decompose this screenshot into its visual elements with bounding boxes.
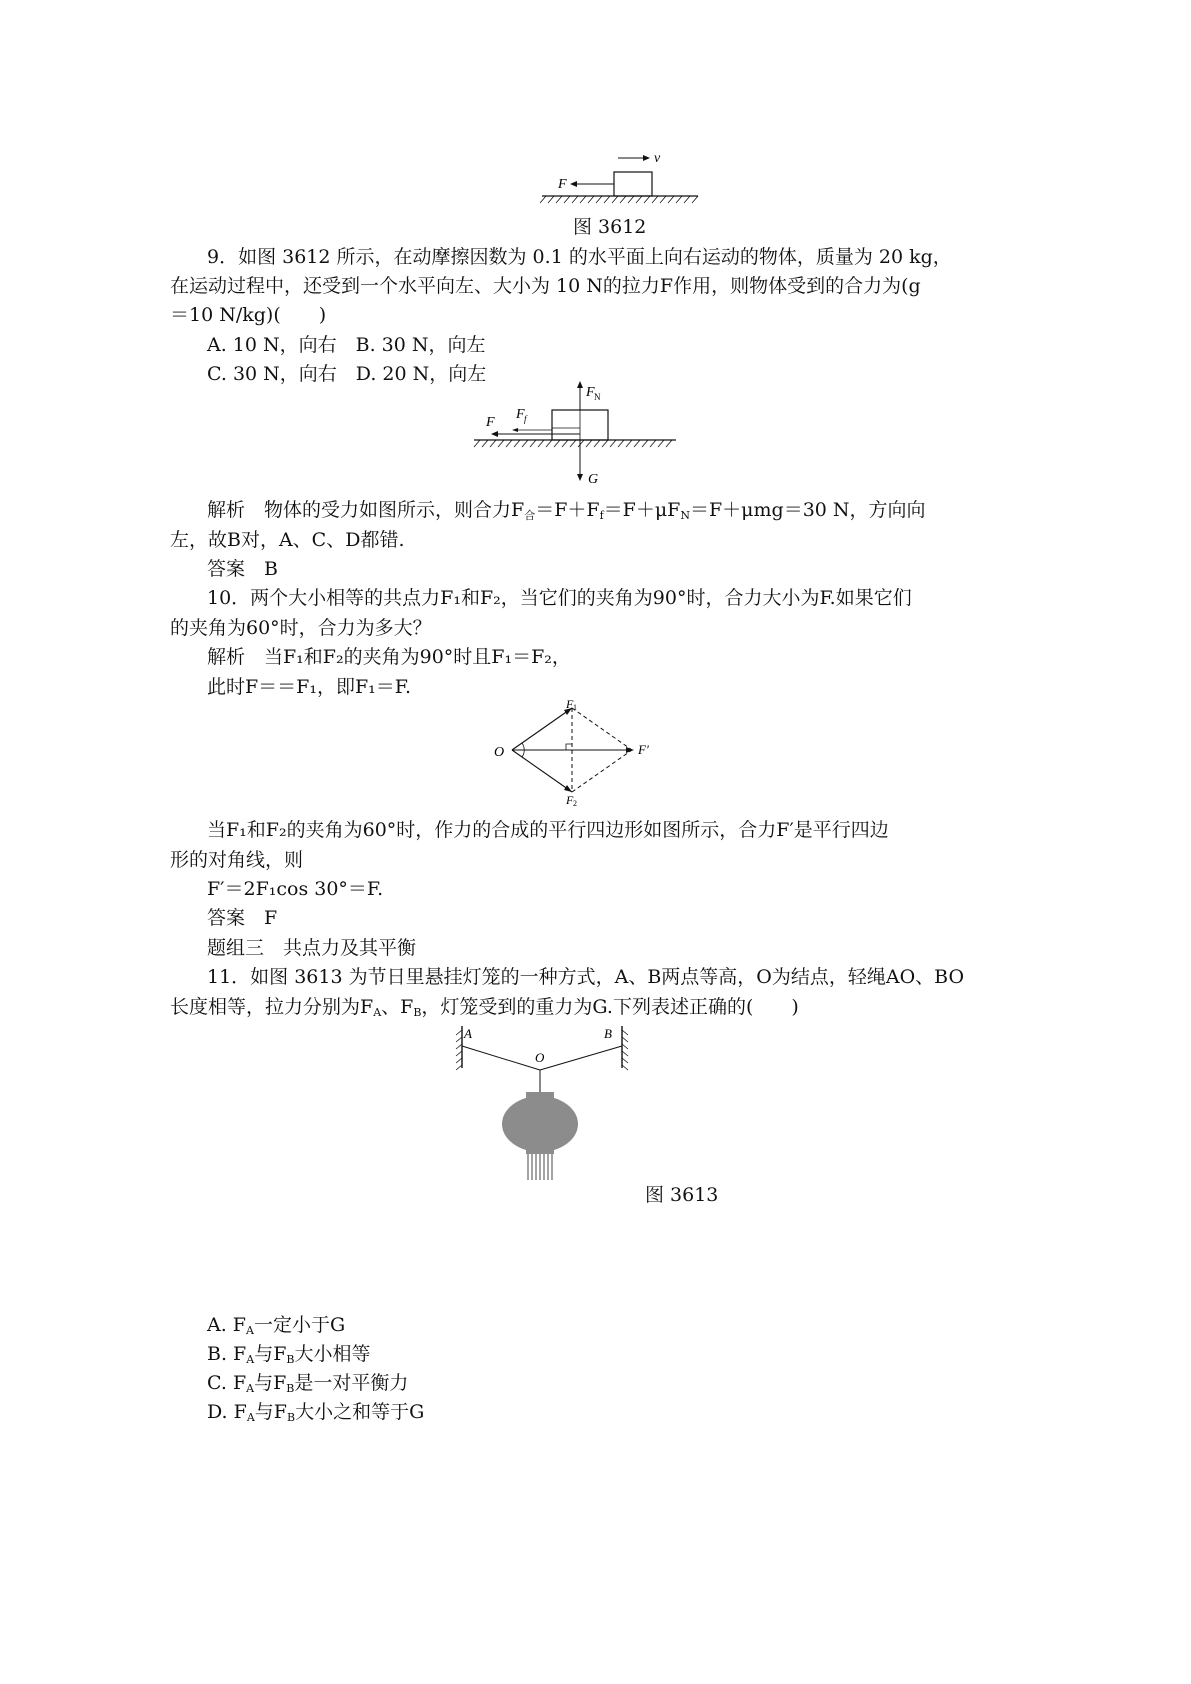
figure-3613-caption: 图 3613: [645, 1184, 719, 1206]
lantern-diagram: [452, 1022, 642, 1194]
f1-label: F: [566, 698, 574, 711]
normal-force-subscript: N: [594, 392, 601, 402]
lantern-body: [502, 1096, 578, 1152]
sol9-line-1: 解析 物体的受力如图所示，则合力$F_合=F+F_f=F+\mu F_N=F+\mu mg=30$ N，方向向: [207, 499, 926, 522]
figure-3612-diagram: [540, 148, 700, 208]
sol9-line-2: 左，故B对，A、C、D都错.: [170, 529, 405, 551]
force-f-label: F: [558, 177, 567, 192]
resultant-label: F′: [638, 742, 649, 757]
q10-solution-line-1: 解析 当F₁和F₂的夹角为90°时且F₁＝F₂，: [207, 646, 571, 668]
velocity-label: v: [654, 151, 661, 166]
q10-solution-line-2: 此时F＝＝F₁，即F₁＝F.: [207, 676, 412, 698]
q10-solution-line-3: 当F₁和F₂的夹角为60°时，作力的合成的平行四边形如图所示，合力F′是平行四边: [207, 819, 889, 841]
q9-options-cd: C. 30 N，向右 D. 20 N，向左: [207, 363, 487, 385]
f2-label: F: [566, 793, 574, 807]
q11-line-2: 长度相等，拉力分别为$F_A$、$F_B$，灯笼受到的重力为G.下列表述正确的( ): [170, 996, 799, 1019]
figure-3612-caption: 图 3612: [573, 216, 647, 238]
q9-line-1: 9．如图 3612 所示，在动摩擦因数为 0.1 的水平面上向右运动的物体，质量为 20 kg，: [207, 246, 952, 268]
q11-option-a: A. $F_A$一定小于G: [207, 1314, 346, 1337]
parallelogram-diagram: [492, 698, 664, 808]
normal-force-label: F: [586, 385, 595, 400]
point-a-label: A: [464, 1026, 472, 1041]
knot-o-label: O: [535, 1050, 545, 1065]
q10-line-1: 10．两个大小相等的共点力F₁和F₂，当它们的夹角为90°时，合力大小为F.如果它们: [207, 587, 912, 609]
q9-options-ab: A. 10 N，向右 B. 30 N，向左: [207, 334, 486, 356]
friction-subscript: f: [524, 414, 527, 424]
q11-line-1: 11．如图 3613 为节日里悬挂灯笼的一种方式，A、B两点等高，O为结点，轻绳AO、BO: [207, 966, 965, 988]
section-3-heading: 题组三 共点力及其平衡: [207, 937, 417, 959]
q9-line-3: ＝10 N/kg)( ): [170, 304, 327, 326]
force-diagram: [472, 378, 678, 490]
sol9-answer: 答案 B: [207, 558, 278, 580]
q10-solution-line-4: 形的对角线，则: [170, 849, 304, 871]
f2-subscript: 2: [573, 799, 577, 808]
friction-label: F: [516, 407, 525, 422]
q10-answer: 答案 F: [207, 907, 278, 929]
point-b-label: B: [604, 1026, 612, 1041]
q11-option-b: B. $F_A$与$F_B$大小相等: [207, 1343, 371, 1366]
q10-line-2: 的夹角为60°时，合力为多大？: [170, 617, 432, 639]
block: [614, 172, 652, 196]
origin-label: O: [494, 745, 505, 760]
q10-solution-line-5: F′＝2F₁cos 30°＝F.: [207, 878, 384, 900]
gravity-label: G: [588, 472, 599, 487]
q11-option-d: D. $F_A$与$F_B$大小之和等于G: [207, 1401, 425, 1424]
q11-option-c: C. $F_A$与$F_B$是一对平衡力: [207, 1372, 409, 1395]
force-f-label: F: [486, 415, 495, 430]
q9-line-2: 在运动过程中，还受到一个水平向左、大小为 10 N的拉力F作用，则物体受到的合力为(g: [170, 275, 921, 297]
f1-subscript: 1: [573, 703, 577, 712]
